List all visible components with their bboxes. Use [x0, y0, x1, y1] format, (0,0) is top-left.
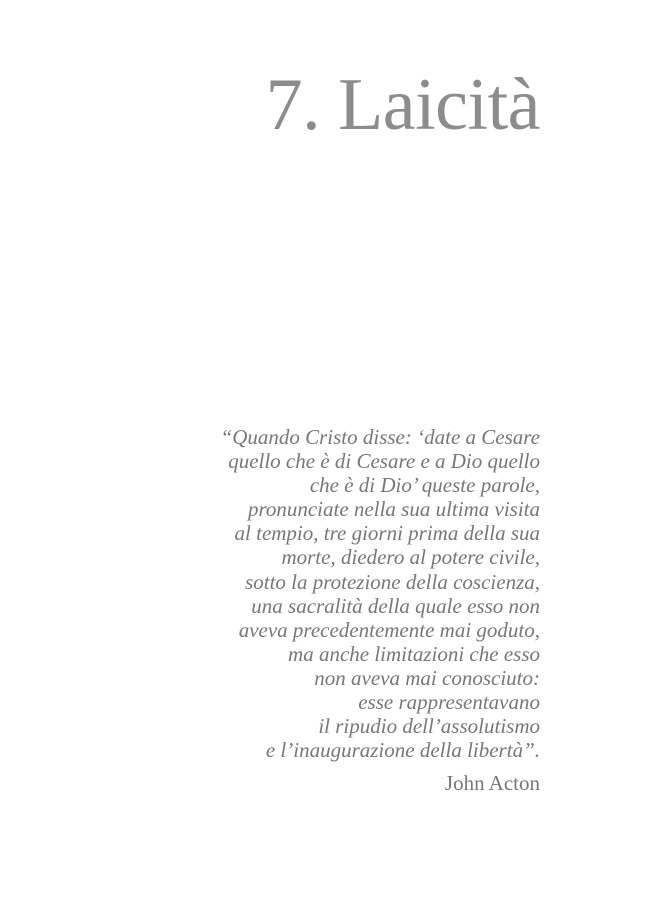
quote-line: quello che è di Cesare e a Dio quello — [228, 449, 540, 474]
quote-line: e l’inaugurazione della libertà”. — [265, 738, 540, 763]
epigraph-author: John Acton — [444, 771, 540, 795]
quote-line: che è di Dio’ queste parole, — [309, 473, 540, 498]
quote-line: una sacralità della quale esso non — [251, 593, 540, 618]
quote-line: il ripudio dell’assolutismo — [318, 714, 540, 739]
quote-line: morte, diedero al potere civile, — [281, 545, 540, 570]
quote-line: non aveva mai conosciuto: — [314, 665, 540, 690]
quote-line: sotto la protezione della coscienza, — [245, 569, 540, 594]
quote-line: pronunciate nella sua ultima visita — [247, 497, 540, 522]
quote-line: aveva precedentemente mai goduto, — [238, 617, 540, 642]
quote-line: “Quando Cristo disse: ‘date a Cesare — [220, 425, 540, 449]
quote-line: al tempio, tre giorni prima della sua — [234, 521, 540, 546]
epigraph-quote — [221, 425, 540, 762]
quote-line: ma anche limitazioni che esso — [288, 641, 540, 666]
chapter-title: 7. Laicità — [265, 64, 540, 146]
quote-line: esse rappresentavano — [358, 690, 540, 715]
